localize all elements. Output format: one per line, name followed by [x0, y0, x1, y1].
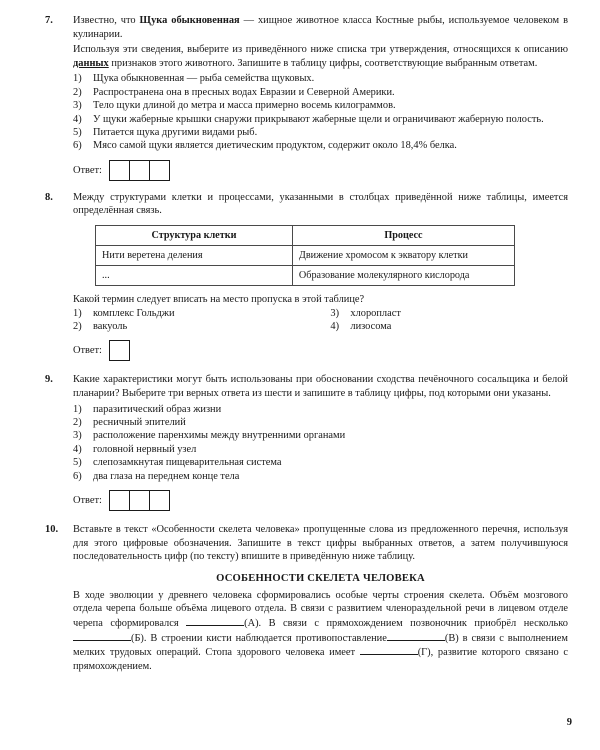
answer-cell[interactable]: [149, 160, 170, 181]
question-10-paragraph-1: Вставьте в текст «Особенности скелета человека» пропущенные слова из предложенного перечня, используя для этого цифровые обозначения. Запишите в текст цифры выбранных ответов, а затем получившуюся последовательность цифр (по тексту) впишите в приведённую ниже таблицу.: [73, 524, 568, 563]
table-cell-structure-blank: ...: [96, 266, 293, 286]
question-9-option-4[interactable]: [73, 443, 568, 456]
answer-cell[interactable]: [129, 490, 150, 511]
table-header-row: [96, 226, 515, 246]
table-body: [96, 246, 515, 286]
option-text: хлоропласт: [350, 307, 401, 319]
option-marker: 3): [73, 430, 82, 442]
option-text: Щука обыкновенная — рыба семейства щуковых.: [93, 73, 315, 85]
question-7-option-2[interactable]: [73, 86, 568, 99]
question-8-prompt: Какой термин следует вписать на место пропуска в этой таблице?: [73, 294, 365, 305]
cloze-label-b: (Б). В строении кисти наблюдается противопоставление: [131, 632, 387, 644]
question-8-answer-row: [73, 340, 568, 361]
option-text: У щуки жаберные крышки снаружи прикрывают жаберные щели и ограничивают жаберную полость.: [93, 113, 544, 125]
table-head: [96, 226, 515, 246]
spacer-9-10: [0, 511, 600, 523]
question-10-number: 10.: [45, 524, 59, 536]
option-text: лизосома: [350, 321, 392, 332]
cloze-label-d: (Г), развитие которого связано с прямохождением.: [73, 647, 568, 672]
page-number: 9: [566, 717, 572, 728]
option-marker: 3): [73, 100, 82, 112]
question-7-option-6[interactable]: [73, 139, 568, 152]
question-7-paragraph-1: [73, 14, 568, 41]
cloze-label-c: (В) в связи с выполнением мелких трудовых операций. Стопа здорового человека имеет: [73, 632, 568, 659]
answer-label: Ответ:: [73, 164, 102, 176]
question-9-answer-row: [73, 490, 568, 511]
question-9-option-3[interactable]: [73, 429, 568, 442]
cloze-blank-b[interactable]: [73, 631, 131, 641]
option-marker: 1): [73, 403, 82, 415]
answer-label: Ответ:: [73, 495, 102, 507]
question-9-paragraph-1: Какие характеристики могут быть использованы при обосновании сходства печёночного сосальщика и белой планарии? Выберите три верных ответа из шести и запишите в таблицу цифры, под которыми они указаны.: [73, 374, 568, 399]
answer-label: Ответ:: [73, 345, 102, 357]
spacer-8-9: [0, 361, 600, 373]
option-marker: 2): [73, 86, 82, 98]
cloze-part-1: В ходе эволюции у древнего человека сформировались особые черты строения скелета. Объём мозгового отдела черепа больше объёма лицевого отдела. В связи с развитием членораздельной речи в лицевом отделе черепа сформировался: [73, 589, 568, 629]
q7-p2-seg-3: признаков этого животного. Запишите в таблицу цифры, соответствующие выбранным ответам.: [108, 57, 538, 69]
q7-p1-seg-3: — хищное животное класса Костные рыбы, используемое человеком в кулинарии.: [73, 15, 568, 40]
option-text: ресничный эпителий: [93, 417, 186, 428]
question-7-answer-boxes[interactable]: [109, 160, 170, 181]
question-8-option-2[interactable]: [73, 320, 330, 333]
question-8-options: [73, 307, 568, 334]
option-text: расположение паренхимы между внутренними органами: [93, 430, 346, 442]
question-9-answer-boxes[interactable]: [109, 490, 170, 511]
answer-cell[interactable]: [109, 160, 130, 181]
option-text: Питается щука другими видами рыб.: [93, 127, 258, 138]
question-7: [0, 14, 600, 181]
question-8-option-4[interactable]: [330, 320, 558, 333]
q7-p2-seg-1: Используя эти сведения, выберите из приведённого ниже списка три утверждения, относящихся к описанию: [73, 44, 568, 56]
option-marker: 4): [330, 321, 340, 332]
question-7-option-5[interactable]: [73, 126, 568, 139]
table-header-cell-structure: Структура клетки: [96, 226, 293, 246]
question-7-paragraph-2: [73, 43, 568, 70]
question-8-option-1[interactable]: [73, 307, 330, 320]
option-marker: 4): [73, 443, 82, 455]
table-row: [96, 266, 515, 286]
question-9-option-5[interactable]: [73, 456, 568, 469]
option-text: два глаза на переднем конце тела: [93, 470, 240, 482]
answer-cell[interactable]: [149, 490, 170, 511]
option-text: слепозамкнутая пищеварительная система: [93, 457, 282, 469]
question-8-table: [95, 225, 515, 286]
option-marker: 5): [73, 457, 82, 469]
question-10: [0, 523, 600, 673]
q7-p1-seg-1: Известно, что: [73, 15, 140, 26]
question-8-option-3[interactable]: [330, 307, 558, 320]
table-row: [96, 246, 515, 266]
question-8-options-left: [73, 307, 330, 334]
question-7-option-1[interactable]: [73, 72, 568, 85]
answer-cell[interactable]: [109, 490, 130, 511]
question-9-options: [73, 403, 568, 483]
option-text: Мясо самой щуки является диетическим продуктом, содержит около 18,4% белка.: [93, 140, 457, 152]
cloze-blank-a[interactable]: [186, 616, 244, 626]
question-8-number: 8.: [45, 191, 53, 203]
answer-cell[interactable]: [129, 160, 150, 181]
question-9-option-2[interactable]: [73, 416, 568, 429]
question-9-option-6[interactable]: [73, 470, 568, 483]
option-marker: 3): [330, 307, 340, 319]
question-9-option-1[interactable]: [73, 403, 568, 416]
question-7-option-3[interactable]: [73, 99, 568, 112]
option-marker: 6): [73, 140, 82, 152]
question-10-heading: ОСОБЕННОСТИ СКЕЛЕТА ЧЕЛОВЕКА: [216, 572, 425, 584]
table-header-cell-process: Процесс: [292, 226, 514, 246]
question-9-number: 9.: [45, 374, 53, 386]
question-7-option-4[interactable]: [73, 113, 568, 126]
question-7-answer-row: [73, 160, 568, 181]
option-marker: 1): [73, 73, 82, 85]
cloze-label-a: (А). В связи с прямохождением позвоночник приобрёл несколько: [244, 618, 568, 629]
option-text: паразитический образ жизни: [93, 403, 222, 415]
option-text: комплекс Гольджи: [93, 307, 175, 319]
cloze-blank-d[interactable]: [360, 645, 418, 655]
spacer-table-prompt: [73, 286, 568, 293]
question-9: [0, 373, 600, 511]
question-7-number: 7.: [45, 15, 53, 26]
option-marker: 2): [73, 417, 82, 428]
question-8-paragraph-1: Между структурами клетки и процессами, указанными в столбцах приведённой ниже таблицы, имеется определённая связь.: [73, 191, 568, 217]
option-text: вакуоль: [93, 321, 128, 332]
question-8-answer-boxes[interactable]: [109, 340, 130, 361]
options-list-left: [73, 307, 330, 334]
table-cell-process: Движение хромосом к экватору клетки: [292, 246, 514, 266]
option-marker: 1): [73, 307, 82, 319]
question-8: [0, 191, 600, 362]
top-margin: [0, 0, 600, 14]
cloze-blank-c[interactable]: [387, 631, 445, 641]
spacer-7-8: [0, 181, 600, 191]
question-7-options: [73, 72, 568, 152]
option-text: Распространена она в пресных водах Евразии и Северной Америки.: [93, 86, 395, 98]
question-8-options-right: [330, 307, 558, 334]
table-cell-structure: Нити веретена деления: [96, 246, 293, 266]
question-10-cloze-text: [73, 589, 568, 674]
table-cell-process: Образование молекулярного кислорода: [292, 266, 514, 286]
option-marker: 5): [73, 127, 82, 138]
q7-p2-emphasis: данных: [73, 57, 109, 69]
option-marker: 4): [73, 113, 82, 125]
options-list-right: [330, 307, 558, 334]
answer-cell[interactable]: [109, 340, 130, 361]
option-text: головной нервный узел: [93, 443, 197, 455]
option-text: Тело щуки длиной до метра и масса примерно восемь килограммов.: [93, 100, 396, 112]
q7-p1-seg-2-bold: Щука обыкновенная: [139, 15, 240, 26]
option-marker: 6): [73, 470, 82, 482]
option-marker: 2): [73, 321, 82, 332]
